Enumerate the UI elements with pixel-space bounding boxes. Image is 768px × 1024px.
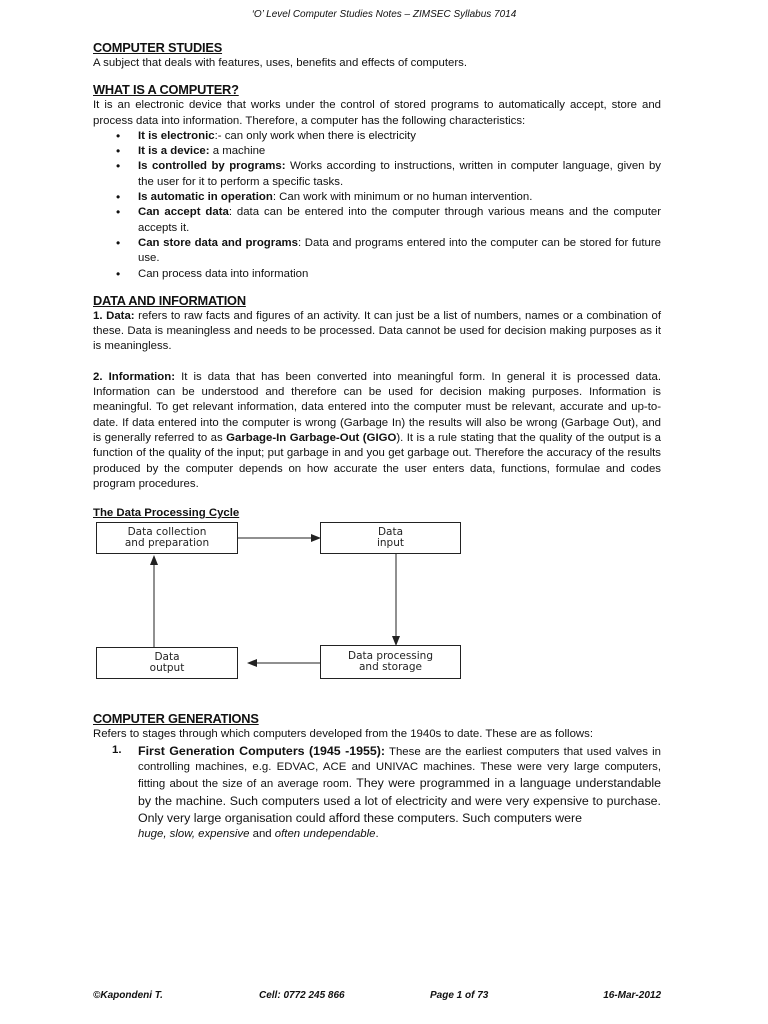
list-item: 1. First Generation Computers (1945 -1955): These are the earliest computers that used valves in controlling machines, e.g. EDVAC, ACE and UNIVAC machines. These were very large computers, fitting about the size of an average room. They were programmed in a language understandable by the machine. Such computers used a lot of electricity and were very expensive to purchase. Only very large organisation could afford these computers. Such computers were huge, slow, expensive and often undependable. [112,743,661,841]
information-definition: 2. Information: It is data that has been converted into meaningful form. In general it is processed data. Information can be understood and therefore can be used for decision making purposes. Information is meaningful. To get relevant information, data entered into the computer must be relevant, accurate and up-to-date. If data entered into the computer is wrong (Garbage In) the results will also be wrong (Garbage Out), and is generally referred to as Garbage-In Garbage-Out (GIGO). It is a rule stating that the quality of the output is a function of the quality of the input; put garbage in and you get garbage out. Therefore the accuracy of the results produced by the computer depends on how accurate the user enters data, functions, formulae and codes program procedures. [93,370,661,490]
box-data-collection: Data collection and preparation [96,522,238,554]
characteristics-list [93,129,661,282]
list-item: • Can store data and programs: Data and programs entered into the computer can be stored for future use. [138,236,661,267]
list-item: • Is controlled by programs: Works according to instructions, written in computer language, given by the user for it to perform a specific tasks. [138,159,661,190]
generations-intro: Refers to stages through which computers developed from the 1940s to date. These are as follows: [93,728,593,741]
box-data-processing: Data processing and storage [320,645,461,679]
box-data-output: Data output [96,647,238,679]
box-data-input: Data input [320,522,461,554]
data-definition: 1. Data: refers to raw facts and figures of an activity. It can just be a list of numbers, names or a combination of these. Data is meaningless and needs to be processed. Data cannot be used for decision making purposes as it is meaningless. [93,309,661,353]
heading-computer-studies: COMPUTER STUDIES [93,40,223,55]
list-item: • It is a device: a machine [138,144,661,159]
heading-data-information: DATA AND INFORMATION [93,292,246,308]
footer-cell: Cell: 0772 245 866 [259,990,345,1001]
cycle-title: The Data Processing Cycle [93,507,240,520]
computer-definition: It is an electronic device that works under the control of stored programs to automatically accept, store and process data into information. Therefore, a computer has the following characteristics: [93,99,661,127]
data-processing-cycle-diagram [93,522,661,692]
computer-studies-definition: A subject that deals with features, uses, benefits and effects of computers. [93,57,467,69]
list-item: • Is automatic in operation: Can work with minimum or no human intervention. [138,190,661,205]
list-item: • It is electronic:- can only work when there is electricity [138,129,661,144]
heading-computer-generations: COMPUTER GENERATIONS [93,711,259,727]
generations-list [93,743,661,843]
footer-date: 16-Mar-2012 [603,990,661,1001]
footer-page-number: Page 1 of 73 [430,990,489,1001]
footer-author: ©Kapondeni T. [93,990,163,1001]
list-item: • Can accept data: data can be entered into the computer through various means and the computer accepts it. [138,205,661,236]
page-content [93,40,661,843]
list-item: • Can process data into information [138,267,661,282]
page-header: ‘O’ Level Computer Studies Notes – ZIMSEC Syllabus 7014 [251,9,517,20]
heading-what-is-computer: WHAT IS A COMPUTER? [93,82,239,98]
